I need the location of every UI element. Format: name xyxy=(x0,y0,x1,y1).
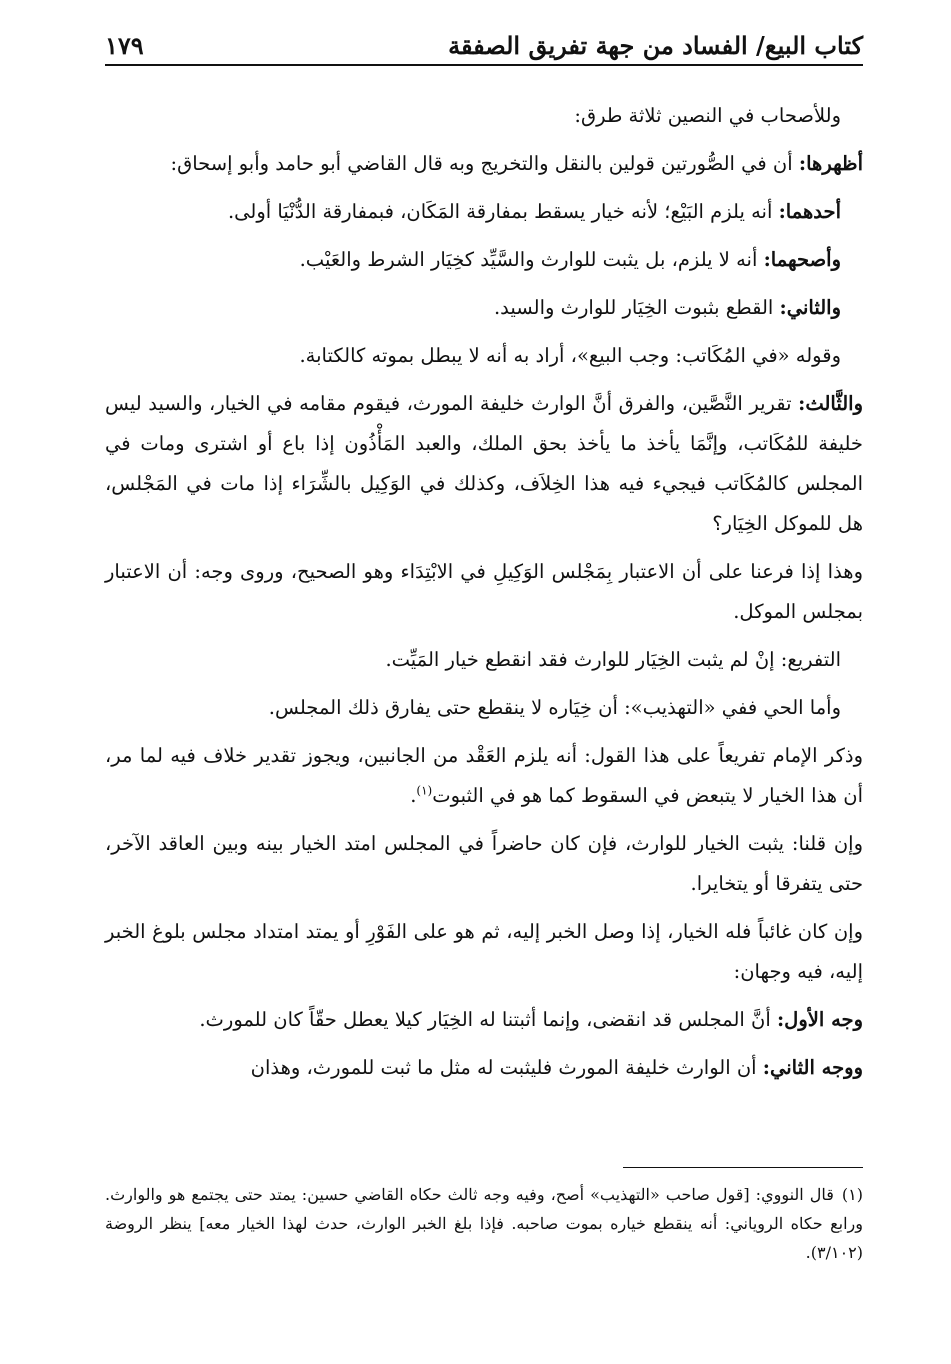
paragraph: وهذا إذا فرعنا على أن الاعتبار بِمَجْلس الوَكِيلِ في الابْتِدَاء وهو الصحيح، وروى وجه: أن الاعتبار بمجلس الموكل. xyxy=(105,560,863,623)
footnote xyxy=(105,1180,863,1267)
paragraph: والثاني: القطع بثبوت الخِيَار للوارث والسيد. xyxy=(493,296,841,319)
paragraph: التفريع: إنْ لم يثبت الخِيَار للوارث فقد انقطع خيار المَيِّت. xyxy=(385,648,841,671)
paragraph: وللأصحاب في النصين ثلاثة طرق: xyxy=(574,104,841,127)
book-page xyxy=(105,20,863,1340)
paragraph: وإن كان غائباً فله الخيار، إذا وصل الخبر إليه، ثم هو على الفَوْرِ أو يمتد امتداد مجلس بلوغ الخبر إليه، فيه وجهان: xyxy=(105,920,863,983)
paragraph: وإن قلنا: يثبت الخيار للوارث، فإن كان حاضراً في المجلس امتد الخيار بينه وبين العاقد الآخر، حتى يتفرقا أو يتخايرا. xyxy=(105,832,863,895)
paragraph: أظهرها: أن في الصُّورتين قولين بالنقل والتخريج وبه قال القاضي أبو حامد وأبو إسحاق: xyxy=(170,152,863,175)
paragraph: ووجه الثاني: أن الوارث خليفة المورث فليثبت له مثل ما ثبت للمورث، وهذان xyxy=(250,1056,863,1079)
paragraph: وقوله «في المُكَاتب: وجب البيع»، أراد به أنه لا يبطل بموته كالكتابة. xyxy=(299,344,841,367)
footnote-ref: (١) xyxy=(416,783,433,798)
paragraph: أحدهما: أنه يلزم البَيْع؛ لأنه خيار يسقط بمفارقة المَكَان، فبمفارقة الدُّنْيَا أولى. xyxy=(227,200,841,223)
page-number: ١٧٩ xyxy=(105,31,144,60)
footnote-text: قال النووي: [قول صاحب «التهذيب» أصح، وفيه وجه ثالث حكاه القاضي حسين: يمتد حتى يجتمع هو والوارث. ورابع حكاه الروياني: أنه ينقطع خياره بموت صاحبه. فإذا بلغ الخبر الوارث، حدث لهذا الخيار معه] ينظر الروضة (٣/١٠٢). xyxy=(105,1185,863,1262)
main-text xyxy=(105,96,863,1088)
paragraph: وأصحهما: أنه لا يلزم، بل يثبت للوارث والسَّيِّد كخِيَار الشرط والعَيْب. xyxy=(299,248,841,271)
paragraph: وأما الحي ففي «التهذيب»: أن خِيَاره لا ينقطع حتى يفارق ذلك المجلس. xyxy=(268,696,841,719)
paragraph: والثَّالث: تقرير النَّصَّين، والفرق أنَّ الوارث خليفة المورث، فيقوم مقامه في الخيار، والسيد ليس خليفة للمُكَاتب، وإنَّمَا يأخذ ما يأخذ بحق الملك، والعبد المَأْذُون إذا باع أو اشترى ومات في المجلس كالمُكَاتب فيجيء فيه هذا الخِلاَف، وكذلك في الوَكِيل بالشِّرَاء إذا مات في المَجْلس، هل للموكل الخِيَار؟ xyxy=(105,392,864,535)
footnote-number: (١) xyxy=(841,1185,863,1204)
chapter-title: كتاب البيع/ الفساد من جهة تفريق الصفقة xyxy=(448,31,863,60)
paragraph: وذكر الإمام تفريعاً على هذا القول: أنه يلزم العَقْد من الجانبين، ويجوز تقدير خلاف فيه لما مر، أن هذا الخيار لا يتبعض في السقوط كما هو في الثبوت$^{(١)}$. xyxy=(105,744,863,807)
paragraph: وجه الأول: أنَّ المجلس قد انقضى، وإنما أثبتنا له الخِيَار كيلا يعطل حقّاً كان للمورث. xyxy=(199,1008,863,1031)
running-header xyxy=(105,20,863,66)
footnote-divider xyxy=(623,1167,863,1168)
